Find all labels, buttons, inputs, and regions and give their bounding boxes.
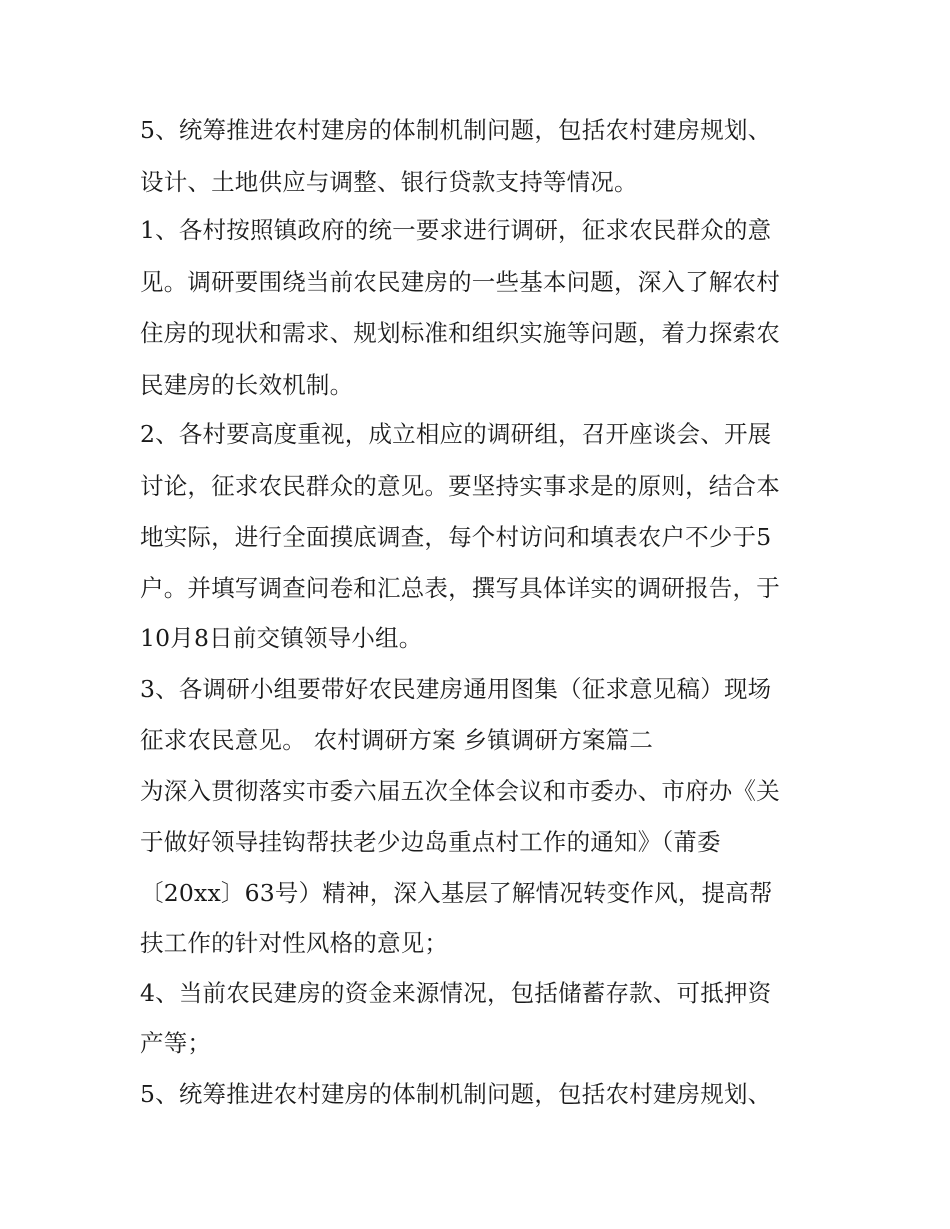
text-line: 于做好领导挂钩帮扶老少边岛重点村工作的通知》（莆委: [140, 828, 721, 856]
text-line: 征求农民意见。 农村调研方案 乡镇调研方案篇二: [140, 726, 654, 754]
text-line: 5、统筹推进农村建房的体制机制问题，包括农村建房规划、: [140, 1080, 772, 1108]
text-line: 民建房的长效机制。: [140, 371, 354, 399]
text-line: 3、各调研小组要带好农民建房通用图集（征求意见稿）现场: [140, 675, 772, 703]
text-line: 产等；: [140, 1029, 212, 1057]
text-line: 地实际，进行全面摸底调查，每个村访问和填表农户不少于5: [140, 523, 772, 551]
text-line: 见。调研要围绕当前农民建房的一些基本问题，深入了解农村: [140, 268, 780, 296]
text-line: 〔20xx〕63号）精神，深入基层了解情况转变作风，提高帮: [140, 879, 773, 907]
text-line: 户。并填写调查问卷和汇总表，撰写具体详实的调研报告，于: [140, 574, 780, 602]
text-line: 为深入贯彻落实市委六届五次全体会议和市委办、市府办《关: [140, 777, 780, 805]
text-line: 10月8日前交镇领导小组。: [140, 624, 423, 652]
text-line: 1、各村按照镇政府的统一要求进行调研，征求农民群众的意: [140, 216, 772, 244]
text-line: 住房的现状和需求、规划标准和组织实施等问题，着力探索农: [140, 319, 780, 347]
text-line: 5、统筹推进农村建房的体制机制问题，包括农村建房规划、: [140, 116, 772, 144]
text-line: 扶工作的针对性风格的意见；: [140, 929, 449, 957]
text-line: 设计、土地供应与调整、银行贷款支持等情况。: [140, 168, 638, 196]
text-line: 4、当前农民建房的资金来源情况，包括储蓄存款、可抵押资: [140, 979, 772, 1007]
text-line: 讨论，征求农民群众的意见。要坚持实事求是的原则，结合本: [140, 472, 780, 500]
text-line: 2、各村要高度重视，成立相应的调研组，召开座谈会、开展: [140, 420, 772, 448]
